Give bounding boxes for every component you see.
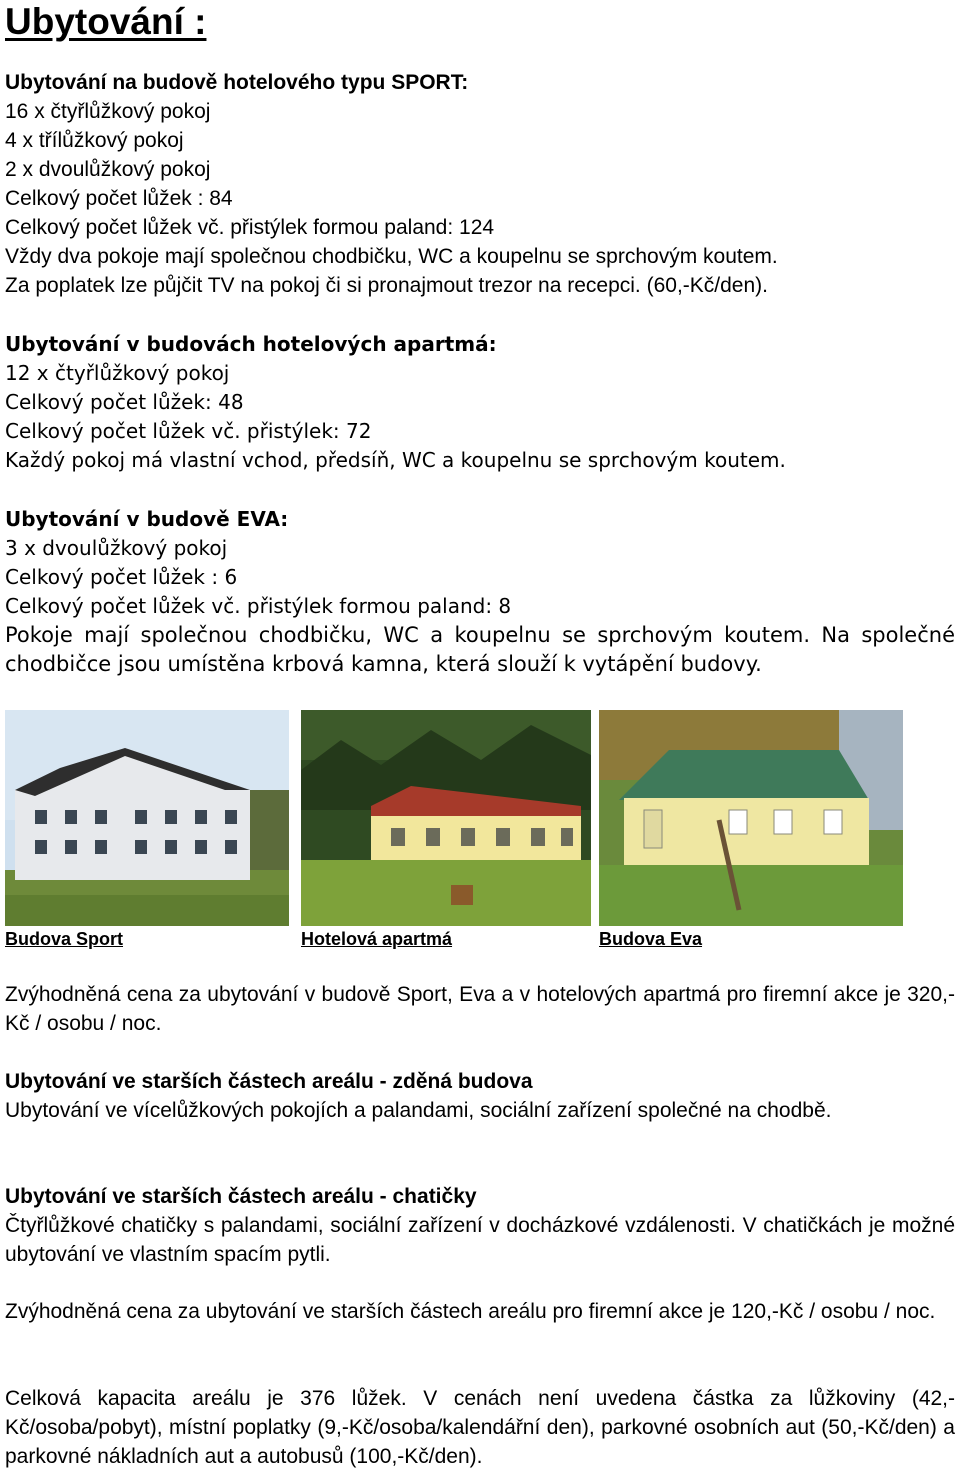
section-eva-heading: Ubytování v budově EVA: — [5, 507, 289, 531]
old-huts-text: Čtyřlůžkové chatičky s palandami, sociální zařízení v docházkové vzdálenosti. V chatičkách je možné ubytování ve vlastním spacím pytli. — [5, 1214, 955, 1266]
old-brick-text: Ubytování ve vícelůžkových pokojích a palandami, sociální zařízení společné na chodbě. — [5, 1099, 832, 1122]
apartments-line: Celkový počet lůžek: 48 — [5, 390, 244, 414]
section-eva — [5, 505, 955, 679]
apartments-line: Celkový počet lůžek vč. přistýlek: 72 — [5, 419, 372, 443]
sport-line: 2 x dvoulůžkový pokoj — [5, 158, 211, 181]
apartments-line: Každý pokoj má vlastní vchod, předsíň, WC a koupelnu se sprchovým koutem. — [5, 448, 786, 472]
section-old-brick — [5, 1067, 955, 1125]
section-apartments-heading: Ubytování v budovách hotelových apartmá: — [5, 332, 497, 356]
photo-strip — [5, 710, 955, 926]
price-paragraph-2: Zvýhodněná cena za ubytování ve starších částech areálu pro firemní akce je 120,-Kč / osobu / noc. — [5, 1300, 936, 1323]
sport-line: Vždy dva pokoje mají společnou chodbičku, WC a koupelnu se sprchovým koutem. — [5, 245, 778, 268]
section-sport-heading: Ubytování na budově hotelového typu SPORT: — [5, 71, 469, 94]
sport-line: Celkový počet lůžek vč. přistýlek formou paland: 124 — [5, 216, 495, 239]
sport-line: Celkový počet lůžek : 84 — [5, 187, 233, 210]
photo-budova-eva — [599, 710, 903, 926]
section-old-brick-heading: Ubytování ve starších částech areálu - zděná budova — [5, 1070, 533, 1093]
section-sport — [5, 68, 955, 300]
eva-line: Celkový počet lůžek vč. přistýlek formou paland: 8 — [5, 594, 512, 618]
section-old-huts-heading: Ubytování ve starších částech areálu - chatičky — [5, 1185, 477, 1208]
section-apartments — [5, 330, 955, 475]
sport-line: Za poplatek lze půjčit TV na pokoj či si pronajmout trezor na recepci. (60,-Kč/den). — [5, 274, 768, 297]
eva-paragraph: Pokoje mají společnou chodbičku, WC a koupelnu se sprchovým koutem. Na společné chodbičce jsou umístěna krbová kamna, která slouží k vytápění budovy. — [5, 623, 955, 676]
eva-line: Celkový počet lůžek : 6 — [5, 565, 238, 589]
sport-line: 16 x čtyřlůžkový pokoj — [5, 100, 211, 123]
eva-line: 3 x dvoulůžkový pokoj — [5, 536, 228, 560]
photo-hotelova-apartma — [301, 710, 591, 926]
capacity-paragraph: Celková kapacita areálu je 376 lůžek. V cenách není uvedena částka za lůžkoviny (42,-Kč/osoba/pobyt), místní poplatky (9,-Kč/osoba/kalendářní den), parkovné osobních aut (50,-Kč/den) a parkovné nákladních aut a autobusů (100,-Kč/den). — [5, 1387, 955, 1468]
apartments-line: 12 x čtyřlůžkový pokoj — [5, 361, 230, 385]
price-paragraph-1: Zvýhodněná cena za ubytování v budově Sport, Eva a v hotelových apartmá pro firemní akce je 320,-Kč / osobu / noc. — [5, 983, 955, 1035]
caption-budova-sport: Budova Sport — [5, 929, 124, 949]
caption-hotelova-apartma: Hotelová apartmá — [301, 929, 453, 949]
sport-line: 4 x třílůžkový pokoj — [5, 129, 184, 152]
page-title: Ubytování : — [5, 1, 207, 42]
caption-budova-eva: Budova Eva — [599, 929, 703, 949]
photo-budova-sport — [5, 710, 289, 926]
section-old-huts — [5, 1182, 955, 1269]
